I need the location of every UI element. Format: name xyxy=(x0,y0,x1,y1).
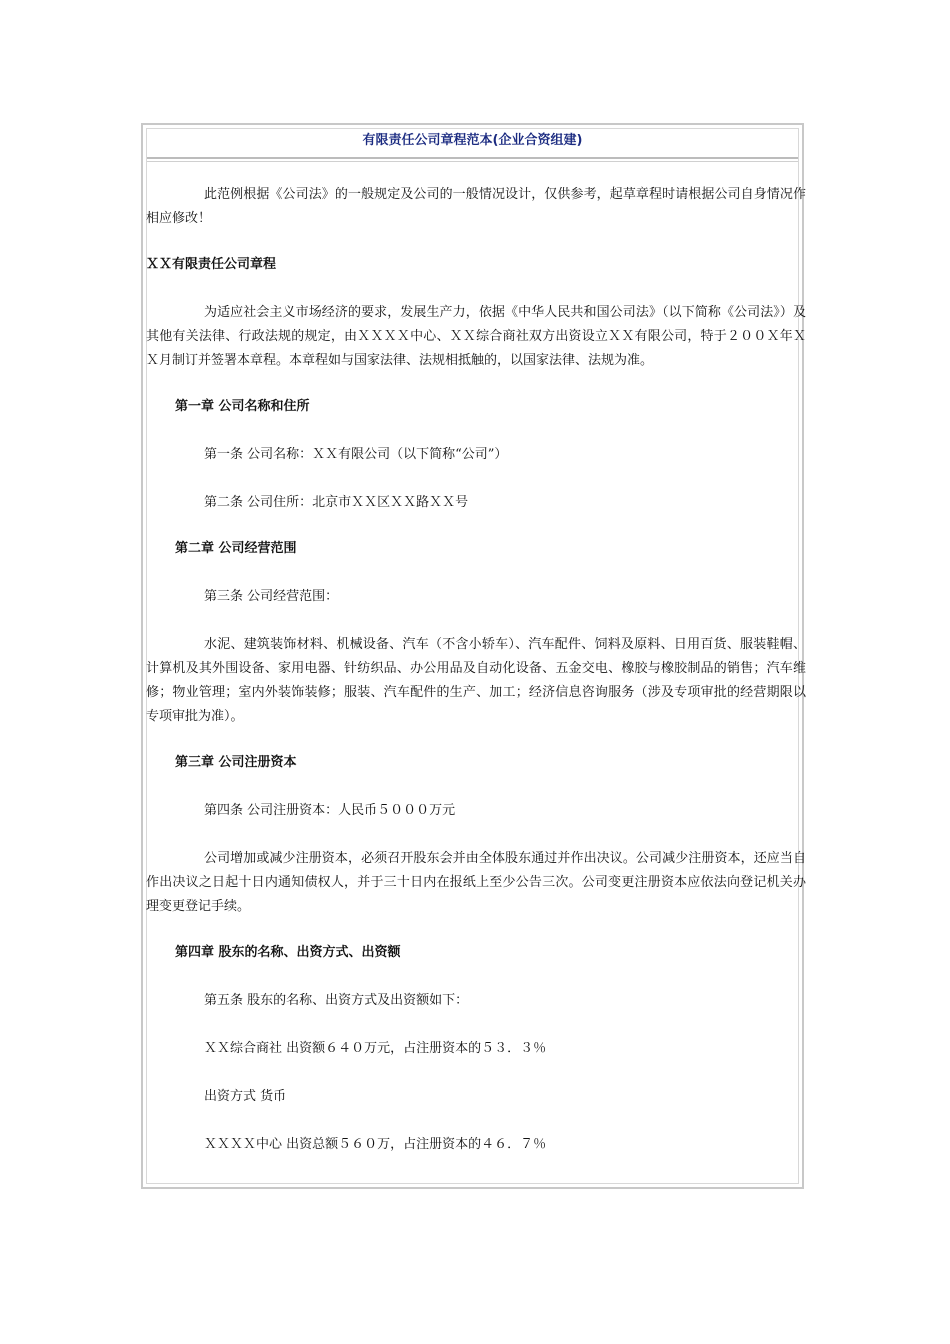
title-divider xyxy=(147,157,798,159)
article-1: 第一条 公司名称：ＸＸ有限公司（以下简称“公司”） xyxy=(204,447,508,462)
chapter-4-title: 第四章 股东的名称、出资方式、出资额 xyxy=(175,945,401,960)
article-2: 第二条 公司住所：北京市ＸＸ区ＸＸ路ＸＸ号 xyxy=(204,495,469,510)
shareholder-1-method: 出资方式 货币 xyxy=(204,1089,287,1104)
chapter-2-title: 第二章 公司经营范围 xyxy=(175,541,297,556)
article-3: 第三条 公司经营范围： xyxy=(204,589,339,604)
document-body xyxy=(146,183,806,1157)
article-4: 第四条 公司注册资本：人民币５０００万元 xyxy=(204,803,456,818)
document-title: 有限责任公司章程范本(企业合资组建) xyxy=(362,133,583,148)
shareholder-1: ＸＸ综合商社 出资额６４０万元，占注册资本的５３．３％ xyxy=(204,1041,547,1056)
chapter-1-title: 第一章 公司名称和住所 xyxy=(175,399,310,414)
capital-change-paragraph: 公司增加或减少注册资本，必须召开股东会并由全体股东通过并作出决议。公司减少注册资本，还应当自作出决议之日起十日内通知债权人，并于三十日内在报纸上至少公告三次。公司变更注册资本应依法向登记机关办理变更登记手续。 xyxy=(146,851,806,914)
title-divider-secondary xyxy=(147,161,798,162)
preamble-paragraph: 为适应社会主义市场经济的要求，发展生产力，依据《中华人民共和国公司法》（以下简称《公司法》）及其他有关法律、行政法规的规定，由ＸＸＸＸ中心、ＸＸ综合商社双方出资设立ＸＸ有限公司，特于２００Ｘ年ＸＸ月制订并签署本章程。本章程如与国家法律、法规相抵触的，以国家法律、法规为准。 xyxy=(146,305,806,368)
charter-title: ＸＸ有限责任公司章程 xyxy=(146,257,277,272)
shareholder-2: ＸＸＸＸ中心 出资总额５６０万，占注册资本的４６．７％ xyxy=(204,1137,547,1152)
intro-paragraph: 此范例根据《公司法》的一般规定及公司的一般情况设计，仅供参考，起草章程时请根据公司自身情况作相应修改！ xyxy=(146,187,806,226)
business-scope-paragraph: 水泥、建筑装饰材料、机械设备、汽车（不含小轿车）、汽车配件、饲料及原料、日用百货、服装鞋帽、计算机及其外围设备、家用电器、针纺织品、办公用品及自动化设备、五金交电、橡胶与橡胶制品的销售；汽车维修；物业管理；室内外装饰装修；服装、汽车配件的生产、加工；经济信息咨询服务（涉及专项审批的经营期限以专项审批为准）。 xyxy=(146,637,806,724)
chapter-3-title: 第三章 公司注册资本 xyxy=(175,755,297,770)
article-5: 第五条 股东的名称、出资方式及出资额如下： xyxy=(204,993,469,1008)
